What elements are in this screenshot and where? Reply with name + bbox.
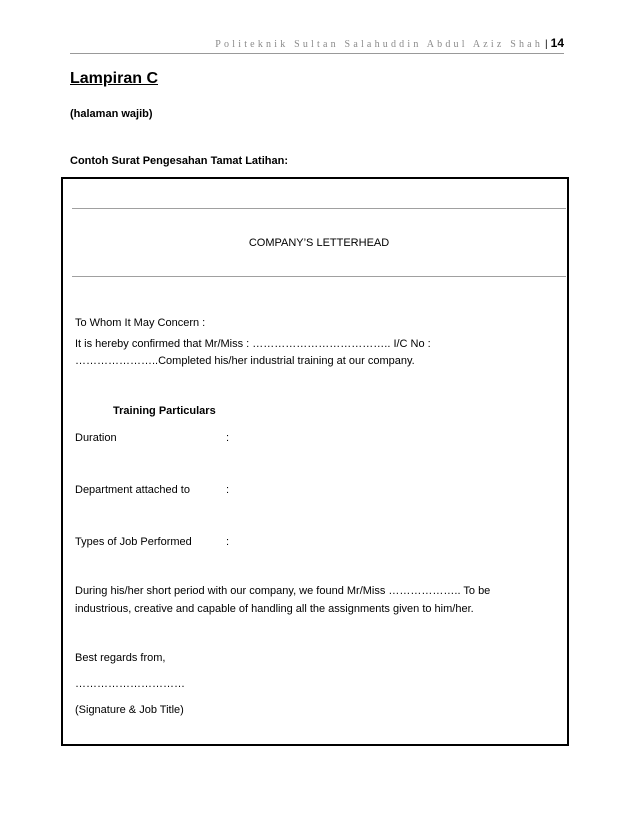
- letterhead-label: COMPANY’S LETTERHEAD: [248, 237, 390, 249]
- field-label-department: Department attached to: [75, 484, 190, 496]
- field-colon-duration: :: [226, 432, 230, 444]
- field-label-job-types: Types of Job Performed: [75, 536, 192, 548]
- header-separator: |: [545, 39, 548, 50]
- page-number: 14: [550, 36, 564, 50]
- training-particulars-heading: Training Particulars: [113, 405, 216, 417]
- page-header: [70, 36, 564, 50]
- field-label-duration: Duration: [75, 432, 117, 444]
- signature-line: …………………………: [75, 678, 185, 690]
- institution-name: Politeknik Sultan Salahuddin Abdul Aziz Shah: [215, 39, 544, 50]
- salutation: To Whom It May Concern :: [75, 317, 206, 329]
- closing: Best regards from,: [75, 652, 166, 664]
- section-heading: Contoh Surat Pengesahan Tamat Latihan:: [70, 155, 288, 167]
- signature-label: (Signature & Job Title): [75, 704, 184, 716]
- field-colon-job-types: :: [226, 536, 230, 548]
- confirmation-line-2: …………………..Completed his/her industrial training at our company.: [75, 355, 415, 367]
- finding-line-1: During his/her short period with our company, we found Mr/Miss ……………….. To be: [75, 585, 491, 597]
- header-rule: [70, 53, 564, 54]
- finding-line-2: industrious, creative and capable of handling all the assignments given to him/her.: [75, 603, 474, 615]
- page-title: Lampiran C: [70, 70, 159, 87]
- field-colon-department: :: [226, 484, 230, 496]
- page-subtitle: (halaman wajib): [70, 108, 153, 120]
- letterhead-top-rule: [72, 208, 566, 209]
- letterhead-bottom-rule: [72, 276, 566, 277]
- confirmation-line-1: It is hereby confirmed that Mr/Miss : ……………………………….. I/C No :: [75, 338, 431, 350]
